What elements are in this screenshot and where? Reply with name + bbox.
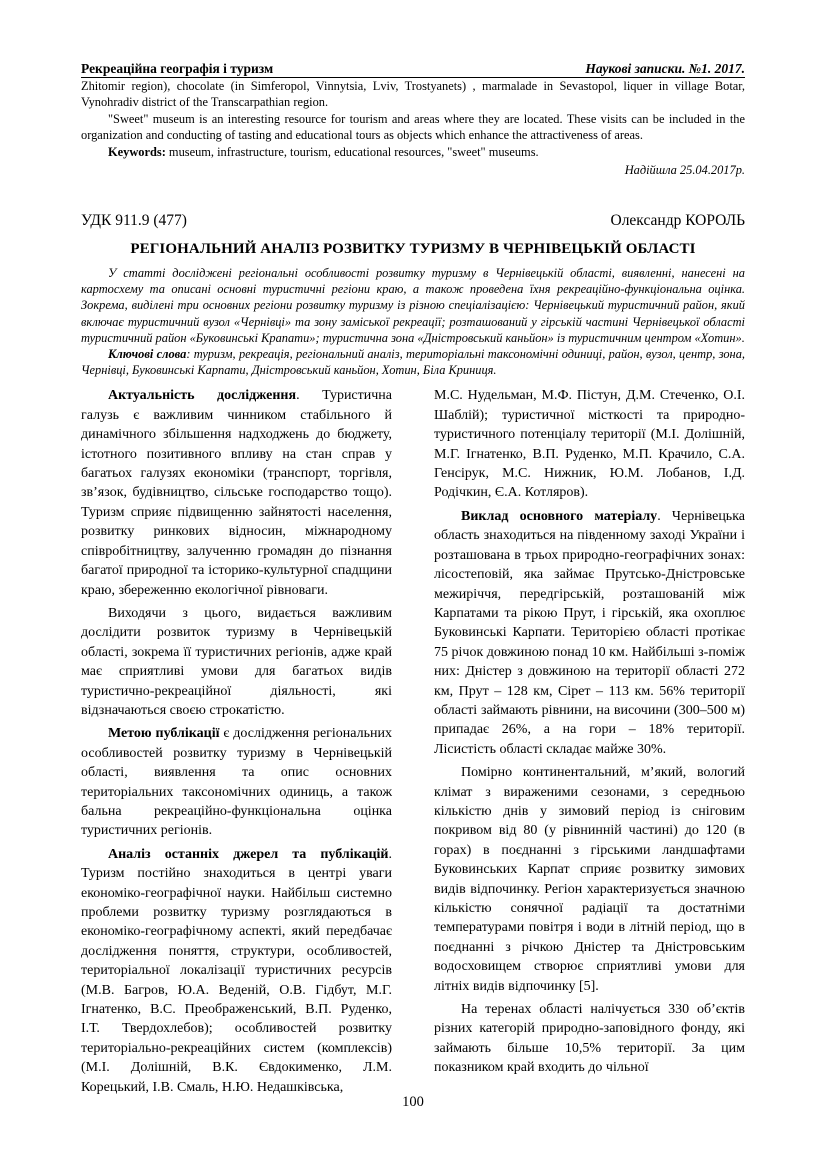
english-abstract-para-2: "Sweet" museum is an interesting resource for tourism and areas where they are located. These visits can be included in the organization and conducting of tasting and educational tours as objects which enhance the attractiveness of areas. <box>81 111 745 143</box>
left-column <box>81 386 392 1101</box>
english-keywords-text: museum, infrastructure, tourism, educational resources, "sweet" museums. <box>165 144 539 159</box>
journal-section: Рекреаційна географія і туризм <box>81 61 274 76</box>
article-title: РЕГІОНАЛЬНИЙ АНАЛІЗ РОЗВИТКУ ТУРИЗМУ В ЧЕРНІВЕЦЬКІЙ ОБЛАСТІ <box>130 241 696 258</box>
udc-code: УДК 911.9 (477) <box>81 212 187 230</box>
ukrainian-abstract-text: У статті досліджені регіональні особливості розвитку туризму в Чернівецькій області, виявленні, нанесені на картосхему та описані основні туристичні регіони краю, а також проведена їхня рекреаційно-функціональна оцінка. Зокрема, виділені три основних регіони розвитку туризму із різною спеціалізацією: Чернівецький туристичний район, який включає туристичний вузол «Чернівці» та зону заміської рекреації; розташований у гірській частині Чернівецької області туристичний район «Буковинські Крапати»; туристична зона «Дністровський каньйон» із туристичним центром «Хотин». <box>81 266 745 345</box>
heading-relevance: Актуальність дослідження <box>108 388 297 404</box>
paragraph-literature-text: . Туризм постійно знаходиться в центрі уваги економіко-географічної науки. Найбільш системно проблеми розвитку туризму розглядаються в економіко-географічному аспекті, який передбачає дослідження поняття, структури, особливостей, територіальної локалізації туристичних ресурсів (М.В. Багров, Ю.А. Веденій, О.В. Гідбут, М.Г. Ігнатенко, В.С. Преображенський, В.П. Руденко, І.Т. Твердохлебов); особливостей розвитку територіально-рекреаційних систем (комплексів) (М.І. Долішній, В.К. Євдокименко, Л.М. Корецький, І.В. Смаль, Н.Ю. Недашківська, <box>81 846 392 1095</box>
running-header <box>81 60 745 78</box>
heading-literature: Аналіз останніх джерел та публікацій <box>108 846 389 862</box>
received-date: Надійшла 25.04.2017р. <box>624 163 745 178</box>
ukrainian-abstract <box>81 265 745 378</box>
english-keywords-label: Keywords: <box>108 144 166 159</box>
ukrainian-keywords-label: Ключові слова <box>108 347 187 362</box>
body-columns <box>81 386 745 1101</box>
english-keywords <box>81 144 745 160</box>
paragraph-rationale: Виходячи з цього, видається важливим дослідити розвиток туризму в Чернівецькій області, зокрема її туристичних регіонів, адже край має сприятливі умови для багатьох видів туристично-рекреаційної діяльності, які відзначаються своєю строкатістю. <box>81 605 392 718</box>
paragraph-purpose <box>81 724 392 840</box>
article-meta <box>81 211 745 231</box>
paragraph-main-material <box>434 507 745 759</box>
paragraph-protected-areas: На теренах області налічується 330 об’єктів різних категорій природно-заповідного фонду, які займають більше 10,5% території. За цим показником край входить до чільної <box>434 1002 745 1076</box>
paragraph-literature <box>81 845 392 1097</box>
english-abstract-para-1: Zhitomir region), chocolate (in Simferopol, Vinnytsia, Lviv, Trostyanets) , marmalade in Sevastopol, liquer in village Botar, Vynohradiv district of the Transcarpathian region. <box>81 79 745 110</box>
page <box>81 60 745 1101</box>
ukrainian-keywords-text: : туризм, рекреація, регіональний аналіз, територіальні таксономічні одиниці, район, вузол, центр, зона, Чернівці, Буковинські Карпати, Дністровський каньйон, Хотин, Біла Криниця. <box>81 347 745 378</box>
paragraph-relevance-text: . Туристична галузь є важливим чинником стабільного й динамічного збільшення надходжень до бюджету, істотного позитивного впливу на стан справ у багатьох галузях економіки (транспорт, торгівля, зв’язок, будівництво, сільське господарство тощо). Туризм сприяє підвищенню зайнятості населення, розвитку ринкових відносин, міжнародному співробітництву, залученню громадян до пізнання багатої природної та історико-культурної спадщини краю, збереженню екологічної рівноваги. <box>81 388 393 598</box>
paragraph-relevance <box>81 386 392 599</box>
heading-main-material: Виклад основного матеріалу <box>461 508 658 524</box>
page-number: 100 <box>402 1094 424 1110</box>
paragraph-main-material-text: . Чернівецька область знаходиться на південному заході України і розташована в трьох природно-географічних зонах: лісостеповій, яка займає Прутсько-Дністровське межиріччя, передгірській, розташованій між Карпатами та рікою Прут, і гірській, яка охоплює Буковинські Карпати. Територією області протікає 75 річок довжиною понад 10 км. Найбільші з-поміж них: Дністер з довжиною на території області 272 км, Прут – 128 км, Сірет – 113 км. 56% території області займають рівнини, на височини (300–500 м) припадає 26%, а на гори – 18% території. Лісистість області складає майже 30%. <box>434 508 745 757</box>
author-name: Олександр КОРОЛЬ <box>610 212 745 230</box>
ukrainian-keywords <box>81 346 745 378</box>
heading-purpose: Метою публікації <box>108 726 220 742</box>
journal-issue: Наукові записки. №1. 2017. <box>585 61 745 76</box>
paragraph-climate: Помірно континентальний, м’який, вологий клімат з вираженими сезонами, з середньою кількістю днів у зимовий період із сніговим покривом від 80 (у рівнинній частині) до 120 (в горах) в поєднанні з гірськими ландшафтами Буковинських Карпат сприяє розвитку зимових видів відпочинку. Регіон характеризується значною кількістю сонячної радіації та достатніми температурами повітря і води в літній період, що в поєднанні з річкою Дністер та Дністровським водосховищем створює сприятливі умови для літніх видів відпочинку [5]. <box>434 765 745 994</box>
right-column <box>434 386 745 1101</box>
paragraph-purpose-text: є дослідження регіональних особливостей розвитку туризму в Чернівецькій області, виявлення та опис основних територіальних таксономічних одиниць, а також бальна рекреаційно-функціональна оцінка туристичних регіонів. <box>81 726 392 839</box>
english-abstract <box>81 78 745 160</box>
paragraph-literature-continued: М.С. Нудельман, М.Ф. Пістун, Д.М. Стеченко, О.І. Шаблій); туристичної місткості та природно-туристичного потенціалу території (М.І. Долішній, М.Г. Ігнатенко, В.П. Руденко, М.П. Крачило, С.А. Генсірук, М.С. Нижник, Ю.М. Лобанов, І.Д. Родічкин, Є.А. Котляров). <box>434 388 745 501</box>
